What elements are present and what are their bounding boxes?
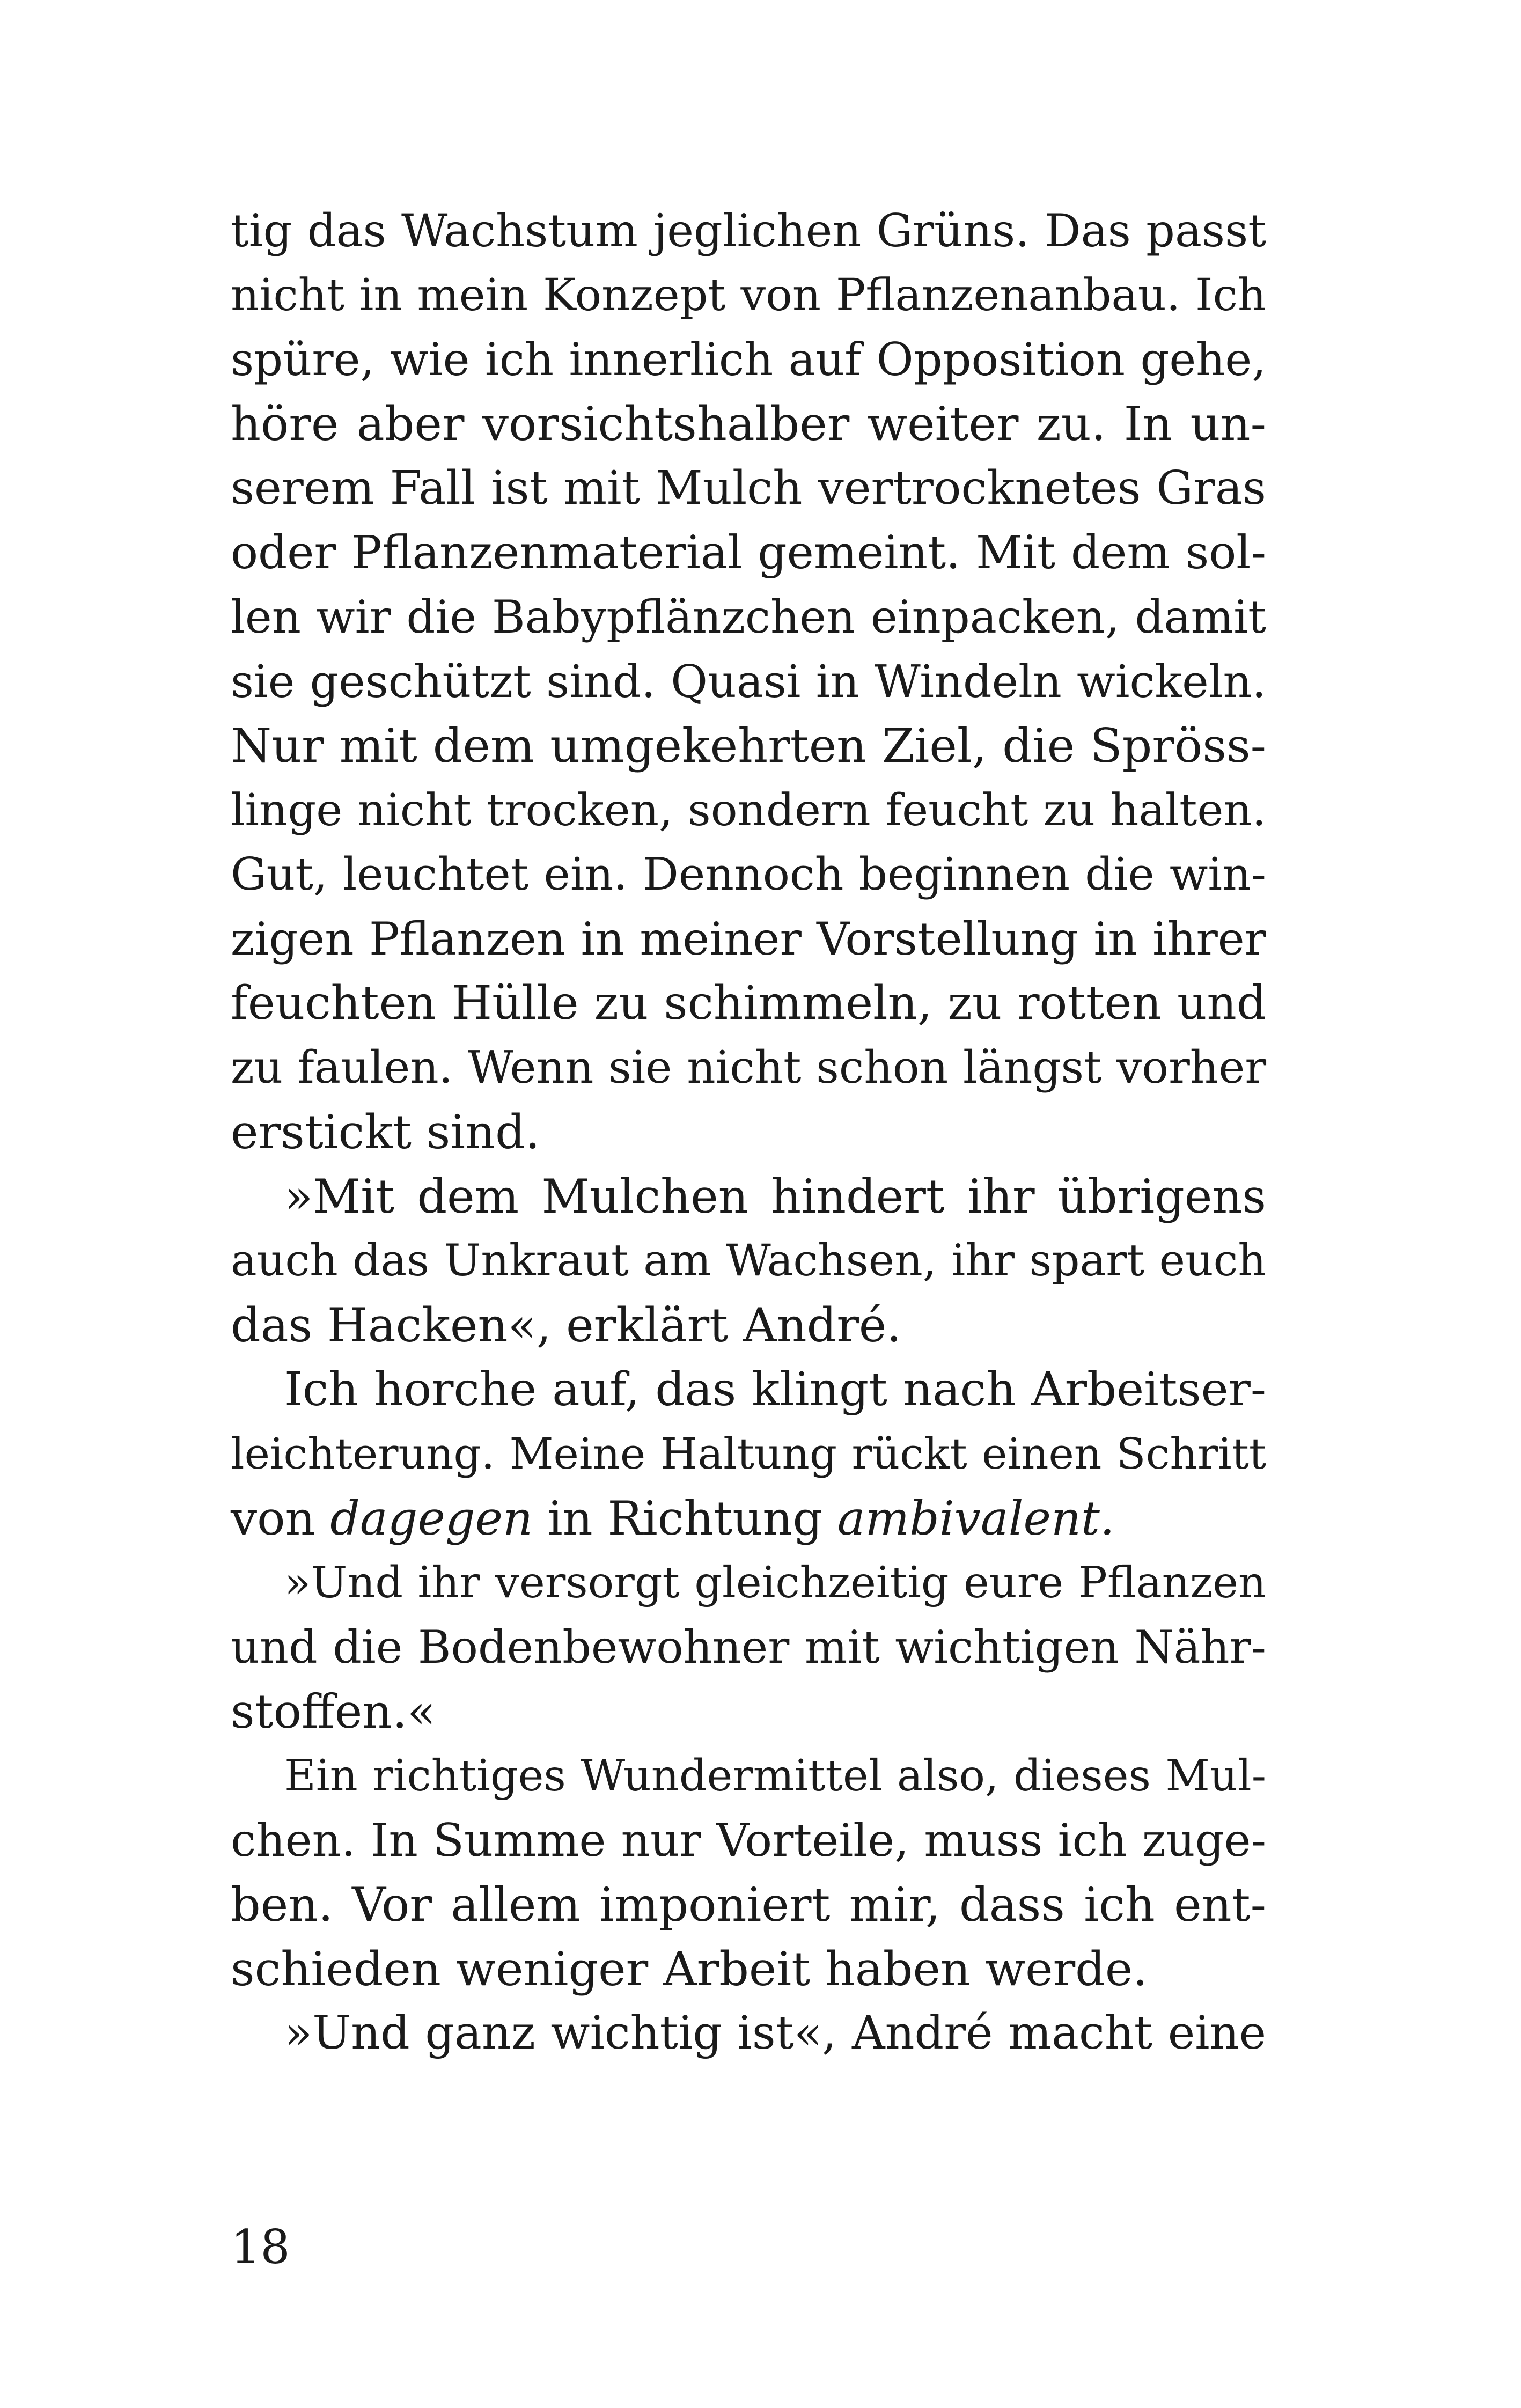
text-segment: leichterung. Meine Haltung rückt einen Schritt bbox=[231, 1429, 1266, 1479]
text-line bbox=[231, 585, 1266, 649]
text-segment: auch das Unkraut am Wachsen, ihr spart euch bbox=[231, 1235, 1266, 1286]
text-line bbox=[231, 1744, 1266, 1808]
text-line bbox=[231, 907, 1266, 971]
text-line bbox=[231, 1615, 1266, 1679]
text-line bbox=[231, 1937, 1266, 2001]
text-line bbox=[231, 2001, 1266, 2066]
page-number: 18 bbox=[231, 2220, 290, 2274]
text-line bbox=[231, 1293, 1266, 1357]
text-line bbox=[231, 1486, 1266, 1551]
body-text bbox=[231, 199, 1266, 2066]
text-segment: Nur mit dem umgekehrten Ziel, die Spröss- bbox=[231, 718, 1266, 773]
text-segment: stoffen.« bbox=[231, 1684, 436, 1739]
paragraph bbox=[231, 1164, 1266, 1357]
text-segment: schieden weniger Arbeit haben werde. bbox=[231, 1942, 1148, 1996]
text-line bbox=[231, 1229, 1266, 1293]
text-segment: len wir die Babypflänzchen einpacken, damit bbox=[231, 591, 1266, 643]
text-line bbox=[231, 778, 1266, 842]
italic-text: ambivalent. bbox=[837, 1491, 1115, 1546]
text-segment: spüre, wie ich innerlich auf Opposition gehe, bbox=[231, 333, 1266, 386]
text-segment: von bbox=[231, 1491, 330, 1546]
text-segment: nicht in mein Konzept von Pflanzenanbau. Ich bbox=[231, 269, 1266, 321]
text-line bbox=[231, 649, 1266, 714]
text-line bbox=[231, 520, 1266, 585]
text-segment: tig das Wachstum jeglichen Grüns. Das passt bbox=[231, 204, 1266, 257]
text-segment: höre aber vorsichtshalber weiter zu. In un- bbox=[231, 397, 1266, 451]
text-segment: serem Fall ist mit Mulch vertrocknetes Gras bbox=[231, 461, 1266, 515]
text-segment: »Und ganz wichtig ist«, André macht eine bbox=[284, 2007, 1266, 2060]
text-line bbox=[231, 456, 1266, 520]
text-segment: Ich horche auf, das klingt nach Arbeitser- bbox=[284, 1363, 1266, 1416]
text-line bbox=[231, 199, 1266, 263]
text-segment: linge nicht trocken, sondern feucht zu halten. bbox=[231, 784, 1266, 836]
paragraph bbox=[231, 2001, 1266, 2066]
text-line bbox=[231, 971, 1266, 1036]
text-segment: oder Pflanzenmaterial gemeint. Mit dem sol- bbox=[231, 526, 1266, 579]
paragraph bbox=[231, 1551, 1266, 1744]
text-segment: das Hacken«, erklärt André. bbox=[231, 1298, 902, 1353]
text-line bbox=[231, 1551, 1266, 1615]
text-line bbox=[231, 1100, 1266, 1164]
text-segment: sie geschützt sind. Quasi in Windeln wickeln. bbox=[231, 655, 1266, 708]
italic-text: dagegen bbox=[330, 1491, 533, 1546]
text-segment: zu faulen. Wenn sie nicht schon längst vorher bbox=[231, 1041, 1266, 1093]
text-segment: erstickt sind. bbox=[231, 1105, 540, 1159]
paragraph bbox=[231, 1744, 1266, 2001]
text-line bbox=[231, 1873, 1266, 1937]
text-line bbox=[231, 1808, 1266, 1873]
text-segment: Ein richtiges Wundermittel also, dieses Mul- bbox=[284, 1751, 1266, 1801]
text-segment: »Mit dem Mulchen hindert ihr übrigens bbox=[284, 1169, 1266, 1224]
text-line bbox=[231, 842, 1266, 907]
text-segment: in Richtung bbox=[533, 1491, 837, 1546]
text-segment: und die Bodenbewohner mit wichtigen Nähr- bbox=[231, 1621, 1266, 1673]
text-line bbox=[231, 1679, 1266, 1744]
text-segment: chen. In Summe nur Vorteile, muss ich zuge- bbox=[231, 1814, 1266, 1867]
text-line bbox=[231, 392, 1266, 456]
text-segment: ben. Vor allem imponiert mir, dass ich ent- bbox=[231, 1877, 1266, 1932]
text-line bbox=[231, 327, 1266, 392]
text-line bbox=[231, 1422, 1266, 1486]
text-segment: Gut, leuchtet ein. Dennoch beginnen die win- bbox=[231, 848, 1266, 900]
text-segment: feuchten Hülle zu schimmeln, zu rotten und bbox=[231, 977, 1266, 1030]
text-line bbox=[231, 1164, 1266, 1229]
text-segment: »Und ihr versorgt gleichzeitig eure Pflanzen bbox=[284, 1558, 1266, 1608]
paragraph bbox=[231, 199, 1266, 1164]
text-line bbox=[231, 1357, 1266, 1422]
text-line bbox=[231, 1036, 1266, 1100]
text-line bbox=[231, 714, 1266, 778]
text-line bbox=[231, 263, 1266, 327]
paragraph bbox=[231, 1357, 1266, 1551]
text-segment: zigen Pflanzen in meiner Vorstellung in ihrer bbox=[231, 913, 1266, 965]
